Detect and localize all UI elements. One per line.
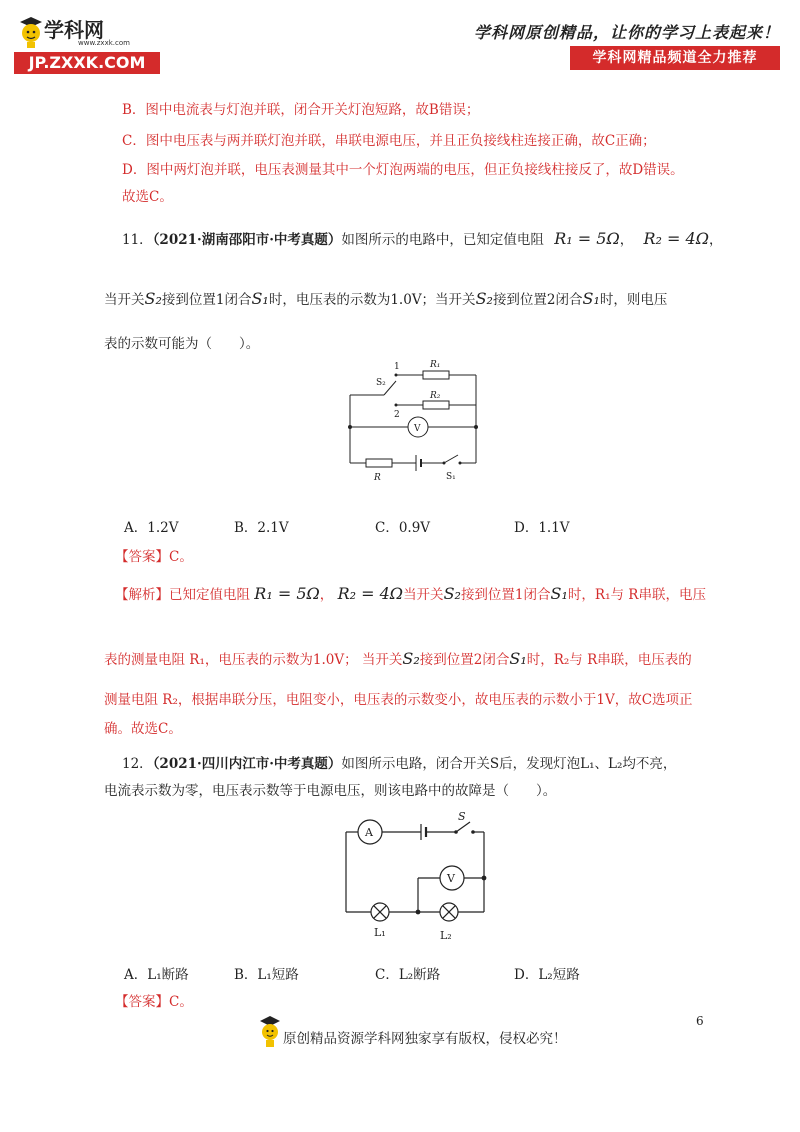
q11-analysis-r1: R₁ = 5Ω	[254, 584, 320, 603]
c1-label-r1: R₁	[430, 360, 441, 370]
q11-analysis2c: 时，R₂与 R串联，电压表的	[526, 652, 692, 668]
q12-stem-line1	[122, 752, 676, 772]
logo-text: 学科网	[44, 18, 104, 42]
prev-answer-d: D．图中两灯泡并联，电压表测量其中一个灯泡两端的电压，但正负接线柱接反了，故D错误。	[122, 162, 684, 178]
circuit-diagram-2	[336, 808, 496, 943]
q11-analysis2-s1: S₁	[509, 649, 527, 668]
prev-answer-c: C．图中电压表与两并联灯泡并联，串联电源电压，并且正负接线柱连接正确，故C正确；	[122, 133, 656, 149]
q11-answer: 【答案】C。	[115, 549, 193, 565]
q11-option-c[interactable]: C．0.9V	[375, 520, 431, 536]
q11-analysis1d: 时，	[567, 587, 595, 603]
q11-stem1: 如图所示的电路中，已知定值电阻	[341, 232, 544, 248]
q11-analysis-line4: 确。故选C。	[104, 721, 182, 737]
q11-s1-2: S₁	[582, 289, 600, 308]
header-banner: 学科网精品频道全力推荐	[570, 46, 780, 70]
q11-stem2d: 接到位置2闭合	[492, 292, 583, 308]
q11-option-d[interactable]: D．1.1V	[514, 520, 570, 536]
q11-analysis1a: 已知定值电阻	[169, 587, 250, 603]
q11-analysis-s1: S₁	[550, 584, 568, 603]
q11-comma-2: ，	[708, 232, 723, 248]
c1-label-r2: R₂	[430, 391, 441, 401]
q11-analysis1e: R₁与 R串联，电压	[594, 587, 706, 603]
q11-comma: ，	[619, 232, 634, 248]
q12-option-b[interactable]: B．L₁短路	[234, 967, 299, 983]
q11-stem-line1	[122, 228, 722, 248]
q11-stem-line3: 表的示数可能为（ ）。	[104, 336, 260, 352]
c1-label-pos1: 1	[394, 362, 400, 372]
q12-stem1: 如图所示电路，闭合开关S后，发现灯泡L₁、L₂均不亮，	[341, 756, 677, 772]
logo-subtext: www.zxxk.com	[78, 39, 130, 47]
mascot-icon	[16, 14, 46, 50]
c1-label-s2: S₂	[376, 378, 386, 388]
q11-analysis-label: 【解析】	[115, 587, 169, 603]
q12-number: 12．	[122, 756, 153, 772]
q11-analysis2-s2: S₂	[402, 649, 420, 668]
q11-analysis2a: 表的测量电阻 R₁，电压表的示数为1.0V； 当开关	[104, 652, 403, 668]
q11-analysis1b: 当开关	[403, 587, 444, 603]
q11-stem2b: 接到位置1闭合	[161, 292, 252, 308]
q12-stem-line2: 电流表示数为零，电压表示数等于电源电压，则该电路中的故障是（ ）。	[104, 783, 557, 799]
q11-stem2c: 时，电压表的示数为1.0V；当开关	[268, 292, 476, 308]
q11-option-b[interactable]: B．2.1V	[234, 520, 289, 536]
q12-option-a[interactable]: A．L₁断路	[124, 967, 189, 983]
q12-option-d[interactable]: D．L₂短路	[514, 967, 580, 983]
q11-s1: S₁	[251, 289, 269, 308]
header-slogan: 学科网原创精品，让你的学习上表起来！	[473, 23, 780, 42]
q11-source: （2021·湖南邵阳市·中考真题）	[152, 232, 342, 248]
c2-label-a: A	[365, 826, 373, 839]
prev-answer-conclusion: 故选C。	[122, 189, 173, 205]
c1-label-r: R	[374, 473, 381, 483]
q11-r2: R₂ = 4Ω	[643, 229, 709, 248]
c2-label-l1: L₁	[374, 926, 386, 939]
footer-copyright: 原创精品资源学科网独家享有版权，侵权必究！	[283, 1031, 567, 1047]
q11-s2-2: S₂	[475, 289, 493, 308]
c1-label-v: V	[414, 424, 421, 434]
q11-analysis-line2	[104, 648, 692, 668]
q11-stem2a: 当开关	[104, 292, 145, 308]
q12-answer: 【答案】C。	[115, 994, 193, 1010]
prev-answer-b: B．图中电流表与灯泡并联，闭合开关灯泡短路，故B错误；	[122, 102, 480, 118]
q11-analysis-comma: ，	[319, 587, 334, 603]
c2-label-s: S	[458, 810, 466, 823]
q11-option-a[interactable]: A．1.2V	[124, 520, 179, 536]
q11-analysis-r2: R₂ = 4Ω	[337, 584, 404, 603]
q11-analysis2b: 接到位置2闭合	[419, 652, 510, 668]
q11-stem-line2	[104, 288, 667, 308]
c2-label-l2: L₂	[440, 929, 452, 942]
c2-label-v: V	[447, 872, 455, 885]
logo-url-bar[interactable]: JP.ZXXK.COM	[14, 52, 160, 74]
mascot-icon	[258, 1014, 282, 1050]
q11-stem2e: 时，则电压	[599, 292, 668, 308]
q11-r1: R₁ = 5Ω	[554, 229, 620, 248]
q11-analysis-s2: S₂	[443, 584, 461, 603]
page-number: 6	[696, 1014, 704, 1028]
circuit-diagram-1	[338, 355, 488, 485]
q11-s2: S₂	[144, 289, 162, 308]
q11-analysis-line3: 测量电阻 R₂，根据串联分压，电阻变小，电压表的示数变小，故电压表的示数小于1V，故C选项正	[104, 692, 693, 708]
q12-option-c[interactable]: C．L₂断路	[375, 967, 441, 983]
q12-source: （2021·四川内江市·中考真题）	[152, 756, 342, 772]
q11-number: 11．	[122, 232, 153, 248]
c1-label-s1: S₁	[446, 472, 456, 482]
c1-label-pos2: 2	[394, 410, 400, 420]
q11-analysis1c: 接到位置1闭合	[460, 587, 551, 603]
q11-analysis-line1	[115, 583, 706, 603]
site-logo	[14, 14, 160, 74]
